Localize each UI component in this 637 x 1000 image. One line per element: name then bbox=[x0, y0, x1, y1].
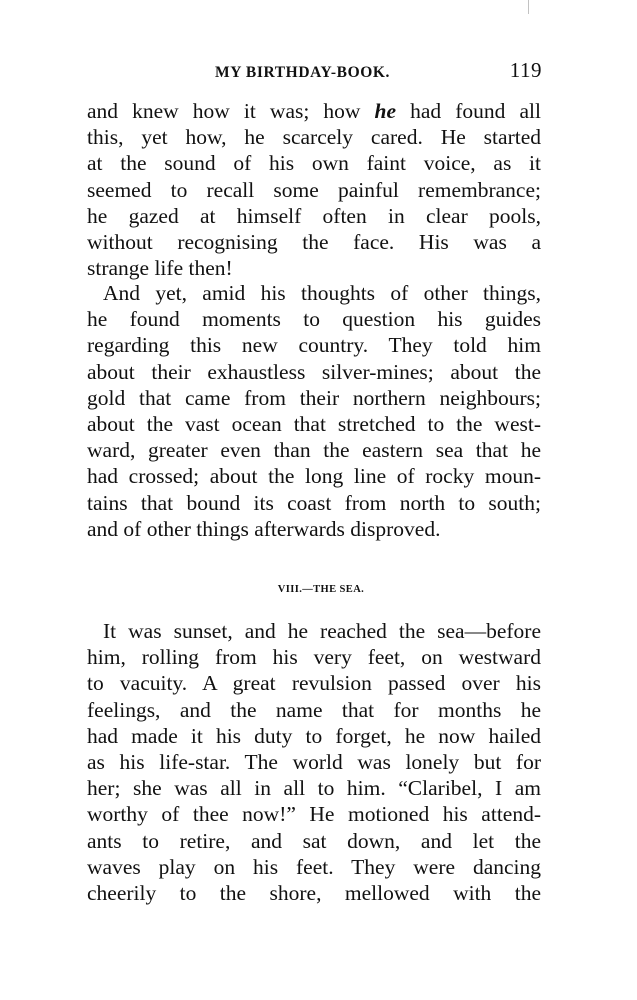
paragraph-3 bbox=[87, 618, 541, 906]
paragraph-1 bbox=[87, 98, 541, 281]
text-line: seemed to recall some painful remembrance; bbox=[87, 177, 541, 202]
text-line: he found moments to question his guides bbox=[87, 307, 541, 332]
text-line: worthy of thee now!” He motioned his attend- bbox=[87, 802, 541, 827]
running-title: MY BIRTHDAY-BOOK. bbox=[215, 64, 391, 81]
text-line: about their exhaustless silver-mines; about the bbox=[87, 359, 541, 384]
text-line: her; she was all in all to him. “Claribel, I am bbox=[87, 776, 541, 801]
text-line: had crossed; about the long line of rocky moun- bbox=[87, 464, 541, 489]
text-line: he gazed at himself often in clear pools, bbox=[87, 203, 541, 228]
text-line: cheerily to the shore, mellowed with the bbox=[87, 880, 541, 905]
text-line: him, rolling from his very feet, on westward bbox=[87, 645, 541, 670]
text-line: tains that bound its coast from north to south; bbox=[87, 490, 541, 515]
text-line: gold that came from their northern neighbours; bbox=[87, 385, 541, 410]
text-line: ants to retire, and sat down, and let the bbox=[87, 828, 541, 853]
section-heading: VIII.—THE SEA. bbox=[277, 584, 365, 595]
paragraph-2 bbox=[87, 280, 541, 542]
text-line: and knew how it was; how he had found all bbox=[87, 99, 541, 123]
text-line: waves play on his feet. They were dancing bbox=[87, 854, 541, 879]
text-line: regarding this new country. They told him bbox=[87, 333, 541, 358]
text-line: about the vast ocean that stretched to the west- bbox=[87, 411, 541, 436]
page-number: 119 bbox=[509, 58, 542, 82]
text-line: as his life-star. The world was lonely but for bbox=[87, 749, 541, 774]
emphasis: he bbox=[374, 99, 397, 123]
text-line: It was sunset, and he reached the sea—before bbox=[103, 619, 541, 643]
text-line: to vacuity. A great revulsion passed over his bbox=[87, 671, 541, 696]
running-head bbox=[87, 58, 545, 88]
text-line: had made it his duty to forget, he now hailed bbox=[87, 723, 541, 748]
text-line: at the sound of his own faint voice, as it bbox=[87, 151, 541, 176]
text-line: this, yet how, he scarcely cared. He started bbox=[87, 125, 541, 150]
text-line: And yet, amid his thoughts of other things, bbox=[103, 281, 541, 305]
text-line: ward, greater even than the eastern sea that he bbox=[87, 438, 541, 463]
text-line: and of other things afterwards disproved. bbox=[87, 516, 441, 541]
text-line: feelings, and the name that for months he bbox=[87, 697, 541, 722]
scan-mark bbox=[524, 0, 529, 14]
text-line: strange life then! bbox=[87, 256, 233, 281]
text-line: without recognising the face. His was a bbox=[87, 229, 541, 254]
